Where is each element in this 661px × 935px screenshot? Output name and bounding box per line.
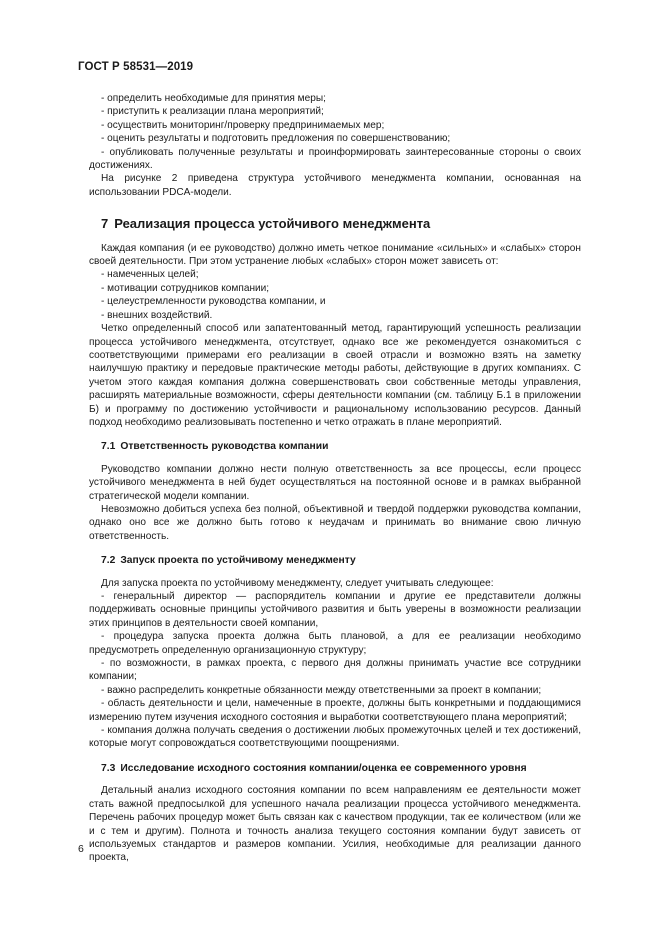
paragraph: Невозможно добиться успеха без полной, объективной и твердой поддержки руководства компании, однако оно все же должно быть готово к неудачам и принимать во внимание свою личную ответственность. [89,503,581,542]
list-item: - определить необходимые для принятия меры; [101,93,326,104]
list-item: - процедура запуска проекта должна быть плановой, а для ее реализации необходимо предусмотреть определенную организационную структуру; [89,631,581,656]
paragraph: Руководство компании должно нести полную ответственность за все процессы, если процесс устойчивого менеджмента в ней будет осуществляться на постоянной основе и в рамках выбранной стратегической модели компании. [89,463,581,502]
list-item: - область деятельности и цели, намеченные в проекте, должны быть конкретными и поддающимися измерению путем изучения исходного состояния и выработки соответствующего плана мероприятий; [89,698,581,723]
paragraph: Детальный анализ исходного состояния компании по всем направлениям ее деятельности может стать важной предпосылкой для успешного начала реализации процесса устойчивого менеджмента. Перечень рабочих процедур может быть связан как с качеством продукции, так ее количеством (или же и с тем и другим). Полнота и точность анализа текущего состояния компании будут зависеть от используемых стандартов и размеров компании. Усилия, необходимые для реализации данного проекта, [89,785,581,864]
paragraph: Для запуска проекта по устойчивому менеджменту, следует учитывать следующее: [101,577,494,589]
section-number: 7.3 [101,762,116,774]
paragraph: Каждая компания (и ее руководство) должно иметь четкое понимание «сильных» и «слабых» сторон своей деятельности. При этом устранение любых «слабых» сторон может зависеть от: [89,242,581,268]
list-item: - внешних воздействий. [101,309,213,321]
section-title: Реализация процесса устойчивого менеджмента [114,216,431,232]
list-item: - опубликовать полученные результаты и проинформировать заинтересованные стороны о своих достижениях. [89,146,581,172]
list-item: - намеченных целей; [101,269,199,281]
list-item: - осуществить мониторинг/проверку предпринимаемых мер; [101,119,385,131]
list-item: - по возможности, в рамках проекта, с первого дня должны принимать участие все сотрудники компании; [89,658,581,683]
section-number: 7.2 [101,555,116,567]
paragraph: На рисунке 2 приведена структура устойчивого менеджмента компании, основанная на использовании PDCA-модели. [89,173,581,198]
section-7-3-heading [101,762,581,775]
section-number: 7.1 [101,441,116,453]
list-item: - целеустремленности руководства компании, и [101,296,326,308]
list-item: - оценить результаты и подготовить предложения по совершенствованию; [101,133,451,145]
list-item: - важно распределить конкретные обязанности между ответственными за проект в компании; [101,684,542,696]
section-title: Исследование исходного состояния компании/оценка ее современного уровня [120,762,527,774]
section-7-heading [101,217,581,230]
section-title: Ответственность руководства компании [120,441,329,453]
section-number: 7 [101,216,109,232]
list-item: - генеральный директор — распорядитель компании и другие ее представители должны поддерживать основные принципы устойчивого развития и быть уверены в возможности реализации этих принципов в деятельности своей компании, [89,591,581,629]
section-title: Запуск проекта по устойчивому менеджменту [120,555,356,567]
section-7-2-heading [101,554,581,567]
document-code-header: ГОСТ Р 58531—2019 [78,61,194,73]
section-7-1-heading [101,440,581,453]
page-content [89,92,581,865]
page-number: 6 [78,843,84,855]
list-item: - приступить к реализации плана мероприятий; [101,106,324,118]
list-item: - мотивации сотрудников компании; [101,282,270,294]
list-item: - компания должна получать сведения о достижении любых промежуточных целей и тех достижений, которые могут сопровождаться соответствующими поощрениями. [89,725,581,750]
paragraph: Четко определенный способ или запатентованный метод, гарантирующий успешность реализации процесса устойчивого менеджмента, отсутствует, однако все же рекомендуется ознакомиться с соответствующими примерами его реализации в своей отрасли и возможно взять на заметку наилучшую практику и передовые практические методы работы, действующие в других компаниях. С учетом этого каждая компания должна совершенствовать свои собственные методы управления, расширять материальные возможности, сферы деятельности компании (см. таблицу Б.1 в приложении Б) и программу по достижению устойчивости и рациональному использованию ресурсов. Данный подход необходимо реализовывать постепенно и четко отражать в плане мероприятий. [89,323,581,428]
